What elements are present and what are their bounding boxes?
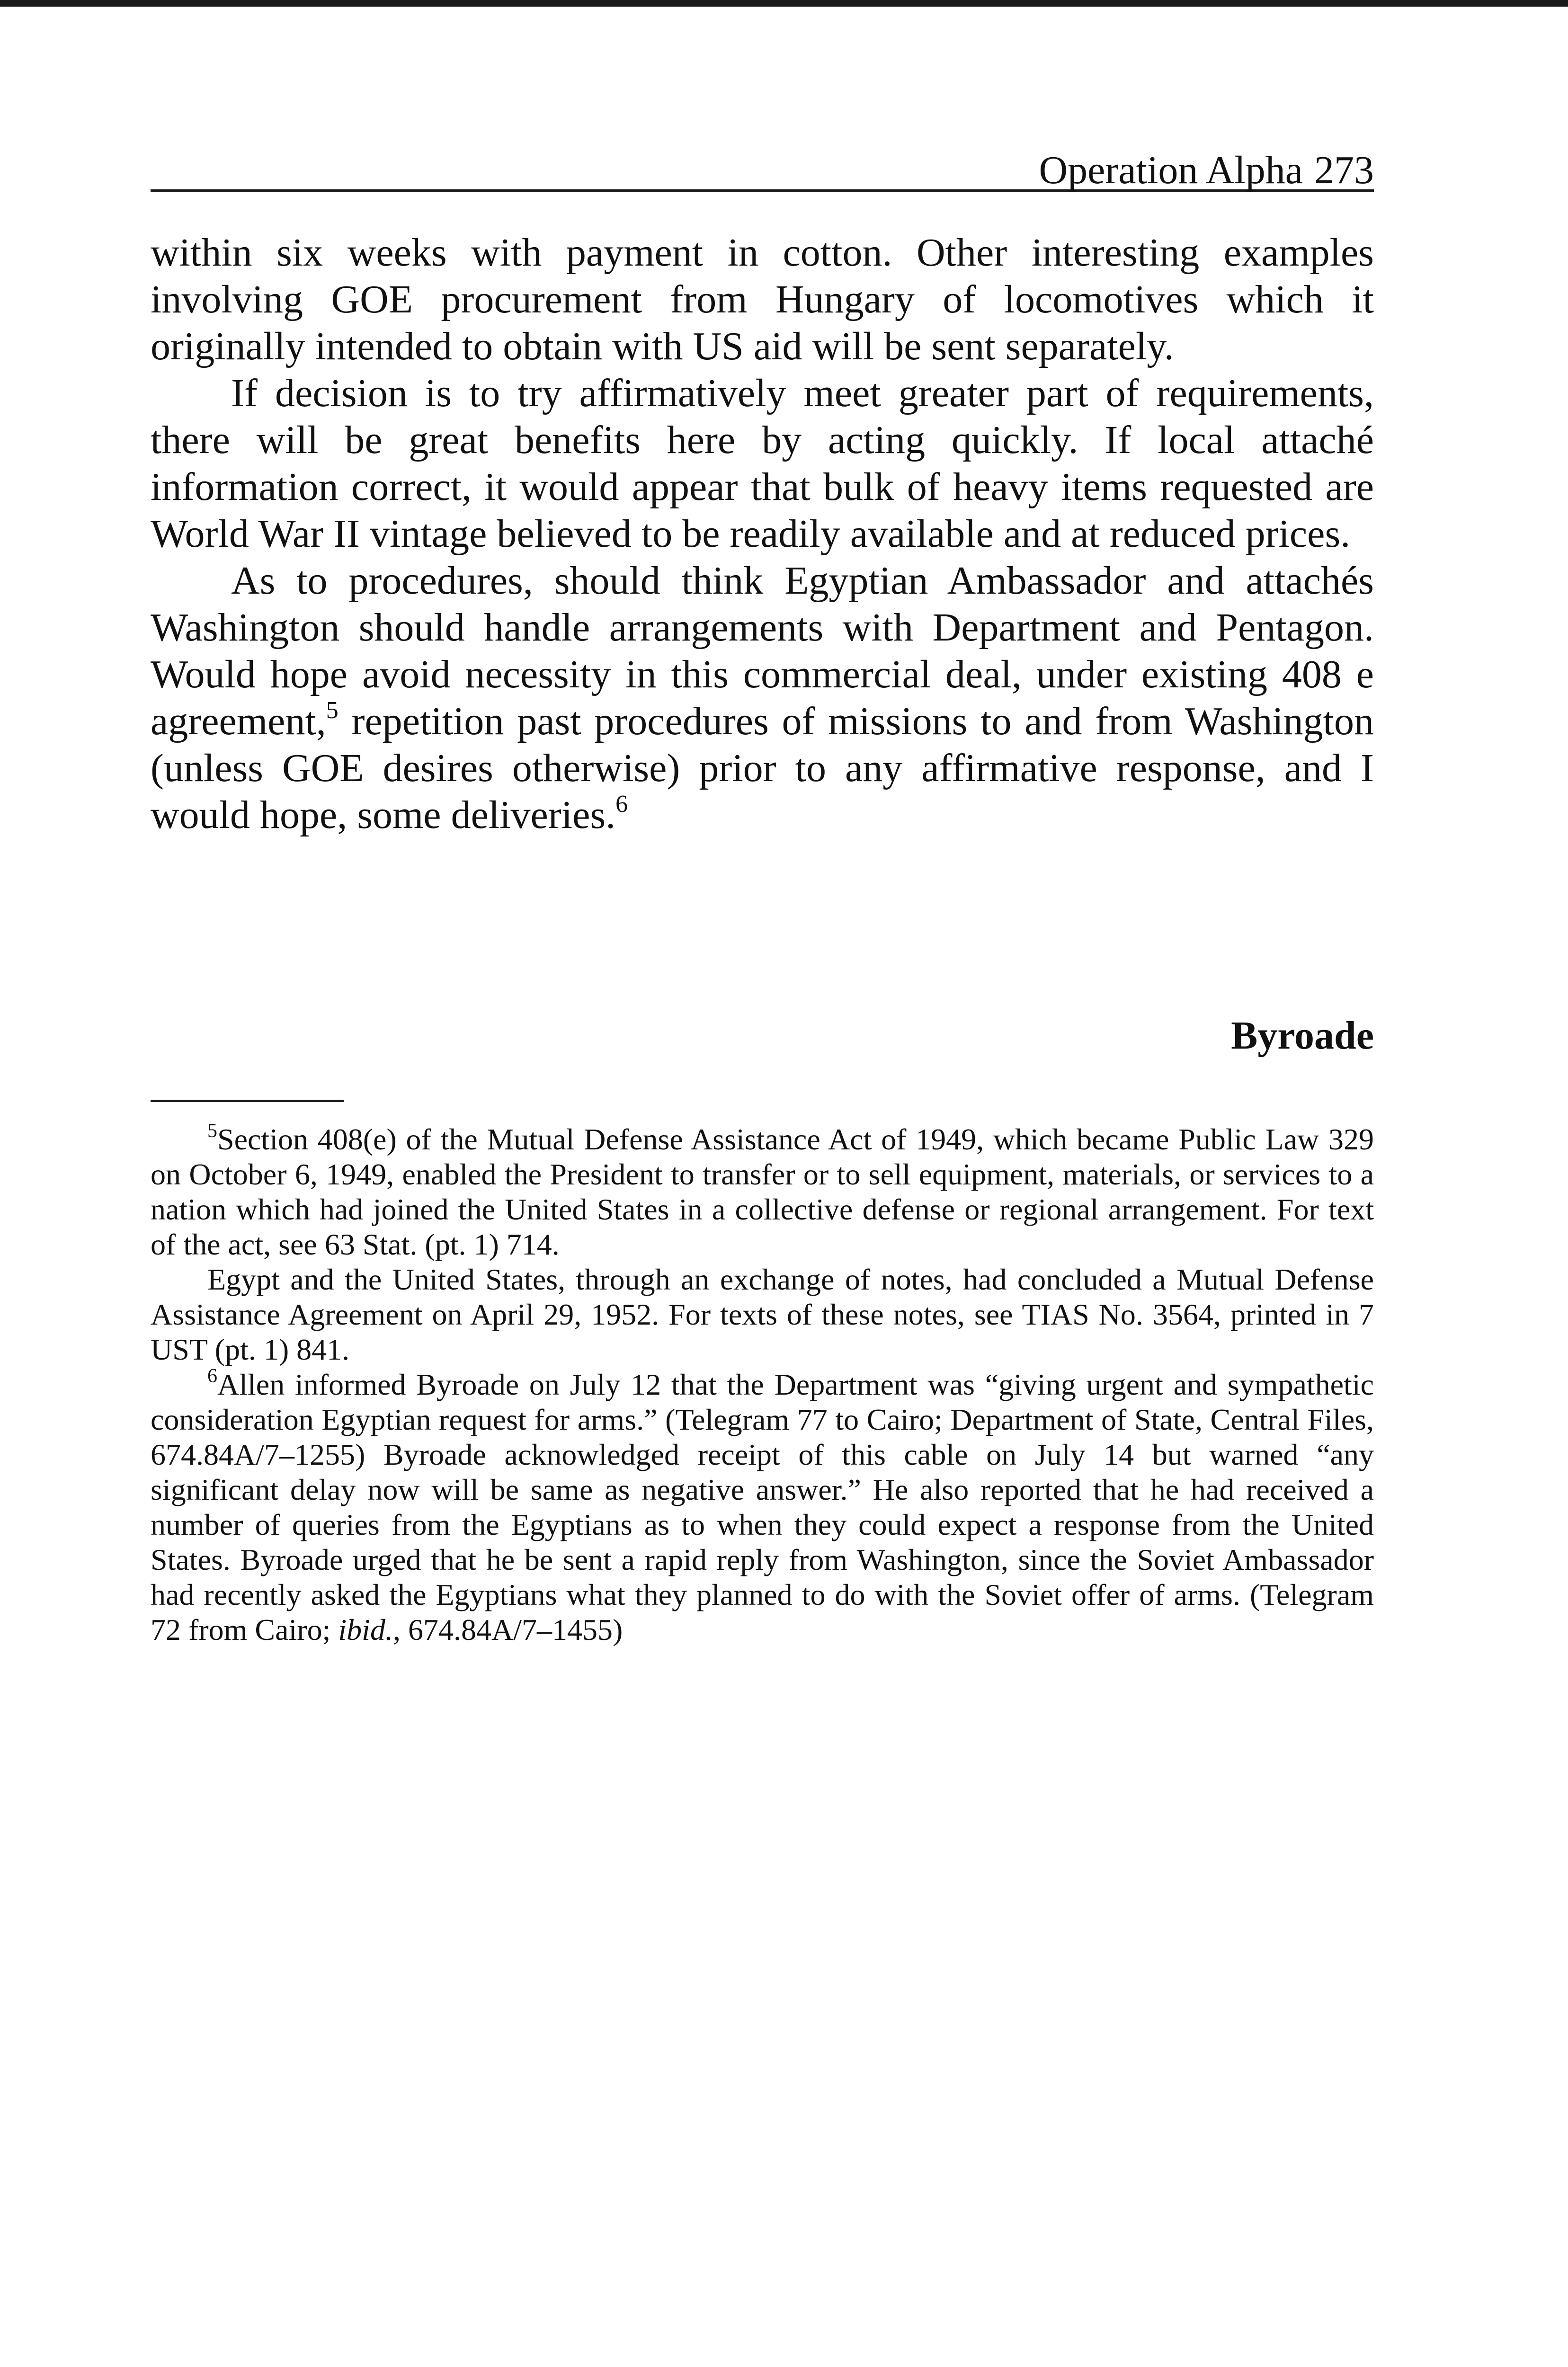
page-number: 273 xyxy=(1314,148,1374,192)
footnote-ref-5: 5 xyxy=(326,697,339,724)
scan-top-edge xyxy=(0,0,1568,7)
body-text xyxy=(151,229,1374,838)
footnote-5-marker: 5 xyxy=(207,1120,217,1142)
footnote-6-ibid: ibid. xyxy=(338,1613,393,1646)
footnotes xyxy=(151,1122,1374,1647)
footnote-6-text-b: , 674.84A/7–1455) xyxy=(392,1613,623,1646)
paragraph-3-part-a: As to procedures, should think Egyptian Ambassador and attachés Washington should handle arrangements with Department and Pentagon. Would hope avoid necessity in this commercial deal, under existing 408 e agreement, xyxy=(151,559,1374,743)
footnote-6 xyxy=(151,1367,1374,1647)
paragraph-2: If decision is to try affirmatively meet greater part of requirements, there will be great benefits here by acting quickly. If local attaché information correct, it would appear that bulk of heavy items requested are World War II vintage believed to be readily available and at reduced prices. xyxy=(151,371,1374,556)
signature: Byroade xyxy=(1231,1014,1374,1058)
paragraph-1: within six weeks with payment in cotton. Other interesting examples involving GOE procurement from Hungary of locomotives which it originally intended to obtain with US aid will be sent separately. xyxy=(151,231,1374,368)
running-header xyxy=(151,142,1374,192)
footnote-5 xyxy=(151,1122,1374,1262)
footnote-6-text-a: Allen informed Byroade on July 12 that the Department was “giving urgent and sympathetic consideration Egyptian request for arms.” (Telegram 77 to Cairo; Department of State, Central Files, 674.84A/7–1255) Byroade acknowledged receipt of this cable on July 14 but warned “any significant delay now will be same as negative answer.” He also reported that he had received a number of queries from the Egyptians as to when they could expect a response from the United States. Byroade urged that he be sent a rapid reply from Washington, since the Soviet Ambassador had recently asked the Egyptians what they planned to do with the Soviet offer of arms. (Telegram 72 from Cairo; xyxy=(151,1368,1374,1646)
footnote-5-continuation: Egypt and the United States, through an exchange of notes, had concluded a Mutual Defense Assistance Agreement on April 29, 1952. For texts of these notes, see TIAS No. 3564, printed in 7 UST (pt. 1) 841. xyxy=(151,1263,1374,1366)
footnote-ref-6: 6 xyxy=(615,791,628,818)
paragraph-3-part-b: repetition past procedures of missions to and from Washington (unless GOE desires otherwise) prior to any affirmative response, and I would hope, some deliveries. xyxy=(151,699,1374,837)
footnote-divider xyxy=(151,1100,344,1102)
paragraph-3 xyxy=(151,557,1374,838)
footnote-5-text: Section 408(e) of the Mutual Defense Assistance Act of 1949, which became Public Law 329 on October 6, 1949, enabled the President to transfer or to sell equipment, materials, or services to a nation which had joined the United States in a collective defense or regional arrangement. For text of the act, see 63 Stat. (pt. 1) 714. xyxy=(151,1122,1374,1261)
running-title: Operation Alpha xyxy=(1039,148,1303,192)
footnote-6-marker: 6 xyxy=(207,1365,217,1387)
